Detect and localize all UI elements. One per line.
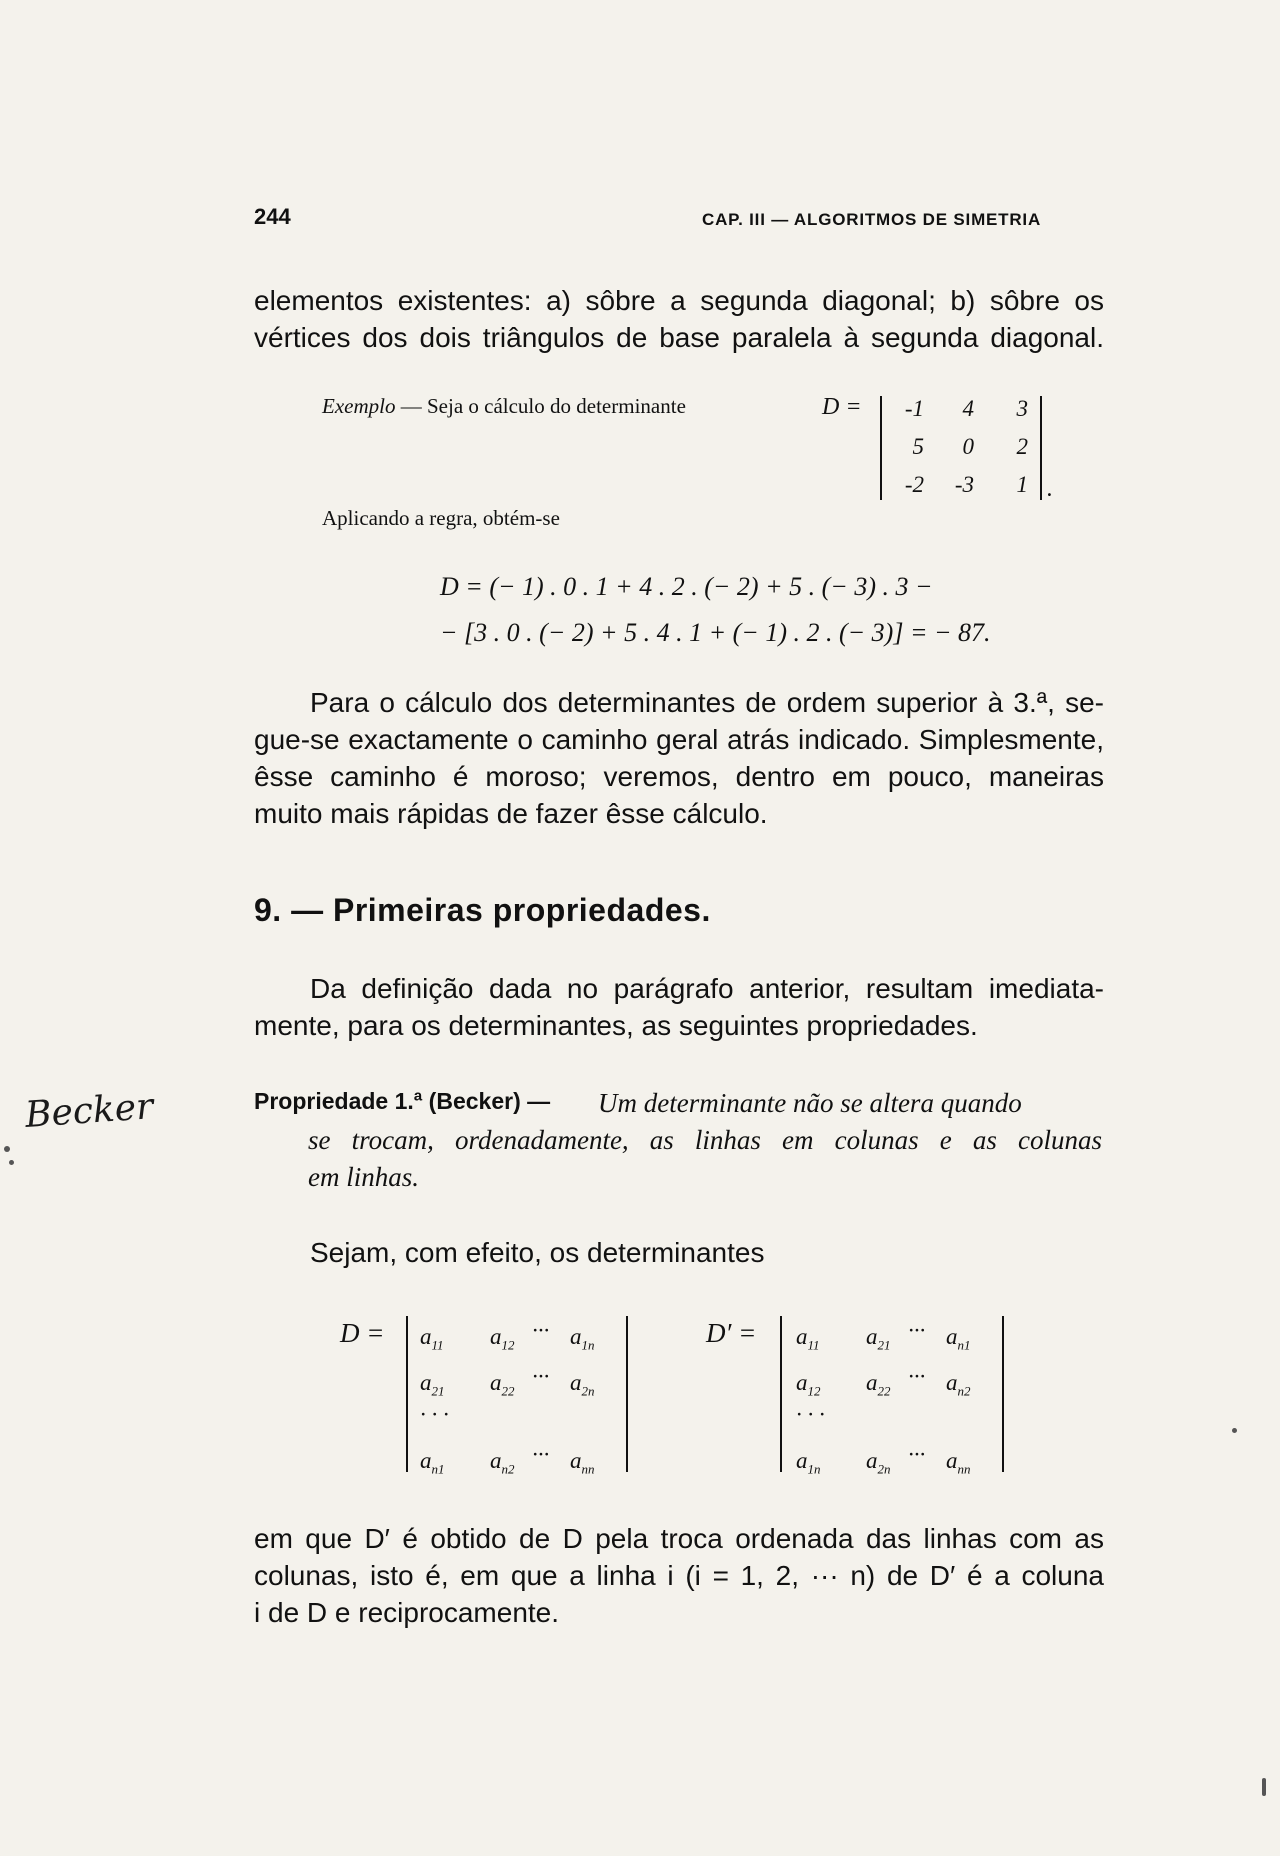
example-matrix-cell: -3 [954,472,974,497]
det-D-entry: $a_{21}$ [420,1370,445,1399]
higher-order-line-3: êsse caminho é moroso; veremos, dentro em pouco, maneiras [254,761,1104,792]
det-D-entry: $a_{nn}$ [570,1448,595,1477]
det-D-entry: $a_{n1}$ [420,1448,445,1477]
example-matrix-cell: 2 [1016,434,1028,459]
property-text-line-3: em linhas. [308,1162,419,1192]
example-matrix-cell: -1 [904,396,924,421]
higher-order-paragraph [254,684,1104,832]
det-Dprime-hdots: ··· [908,1318,926,1343]
higher-order-line-2: gue-se exactamente o caminho geral atrás indicado. Simplesmente, [254,724,1104,755]
example-label [322,394,686,419]
det-D-left-bar [406,1316,408,1472]
det-D-entry: $a_{1n}$ [570,1324,595,1353]
apply-rule-text: Aplicando a regra, obtém-se [322,506,560,530]
higher-order-line-4: muito mais rápidas de fazer êsse cálculo. [254,798,768,829]
det-Dprime-entry: $a_{21}$ [866,1324,891,1353]
det-Dprime-entry: $a_{1n}$ [796,1448,821,1477]
example-label-rest: — Seja o cálculo do determinante [395,394,686,418]
running-head: CAP. III — ALGORITMOS DE SIMETRIA [702,210,1042,229]
property-text-block [308,1125,1102,1156]
handwritten-margin-note [22,1085,182,1145]
det-D-label: D = [340,1318,385,1348]
example-matrix-cell: 5 [912,434,924,459]
det-D-entry: $a_{12}$ [490,1324,515,1353]
det-D-entry: $a_{11}$ [420,1324,444,1353]
handwritten-margin-note-text: Becker [23,1086,155,1136]
det-D-entry: $a_{n2}$ [490,1448,515,1477]
property-label: Propriedade 1.ª (Becker) — [254,1088,551,1114]
property-text-line-1: Um determinante não se altera quando [598,1088,1022,1118]
definition-line-2: mente, para os determinantes, as seguintes propriedades. [254,1010,978,1041]
det-Dprime-vdots: · · · [796,1402,825,1427]
det-Dprime-entry: $a_{nn}$ [946,1448,971,1477]
definition-line-1: Da definição dada no parágrafo anterior, resultam imediata- [310,973,1104,1004]
page-number: 244 [254,204,291,229]
section-heading: 9. — Primeiras propriedades. [254,892,711,928]
sejam-text: Sejam, com efeito, os determinantes [310,1237,765,1268]
det-Dprime-entry: $a_{22}$ [866,1370,891,1399]
det-Dprime-hdots: ··· [908,1364,926,1389]
det-Dprime-entry: $a_{12}$ [796,1370,821,1399]
example-det-end: . [1047,476,1053,502]
det-D-right-bar [626,1316,628,1472]
intro-line-1: elementos existentes: a) sôbre a segunda diagonal; b) sôbre os [254,285,1104,316]
scan-speck [4,1146,10,1152]
det-D-hdots: ··· [532,1364,550,1389]
example-matrix-cell: -2 [904,472,924,497]
conclusion-line-2: colunas, isto é, em que a linha i (i = 1, 2, ··· n) de D′ é a coluna [254,1560,1104,1591]
det-D-entry: $a_{22}$ [490,1370,515,1399]
computation-line-1: D = (− 1) . 0 . 1 + 4 . 2 . (− 2) + 5 . (− 3) . 3 − [440,572,933,601]
det-Dprime-entry: $a_{n1}$ [946,1324,971,1353]
higher-order-line-1: Para o cálculo dos determinantes de ordem superior à 3.ª, se- [310,687,1104,718]
scan-speck [1262,1778,1266,1796]
intro-paragraph [254,282,1104,356]
conclusion-line-3: i de D e reciprocamente. [254,1597,560,1628]
property-text-line-2: se trocam, ordenadamente, as linhas em colunas e as colunas [308,1125,1102,1155]
example-matrix-cell: 0 [962,434,974,459]
det-Dprime-label: D′ = [706,1318,757,1348]
det-D-entry: $a_{2n}$ [570,1370,595,1399]
computation-line-2: − [3 . 0 . (− 2) + 5 . 4 . 1 + (− 1) . 2 . (− 3)] = − 87. [440,618,991,647]
intro-line-2: vértices dos dois triângulos de base paralela à segunda diagonal. [254,322,1104,353]
scan-speck [9,1160,14,1165]
det-D-hdots: ··· [532,1318,550,1343]
det-Dprime-left-bar [780,1316,782,1472]
example-matrix-cell: 3 [1016,396,1028,421]
example-label-italic: Exemplo [322,394,396,418]
det-Dprime-hdots: ··· [908,1442,926,1467]
det-Dprime-entry: $a_{n2}$ [946,1370,971,1399]
example-det-label: D = [822,394,862,420]
example-det-left-bar [880,396,882,500]
definition-paragraph [254,970,1104,1044]
scan-speck [1232,1428,1237,1433]
det-Dprime-right-bar [1002,1316,1004,1472]
conclusion-line-1: em que D′ é obtido de D pela troca ordenada das linhas com as [254,1523,1104,1554]
example-matrix-cell: 4 [962,396,974,421]
det-D-vdots: · · · [420,1402,449,1427]
det-Dprime-entry: $a_{2n}$ [866,1448,891,1477]
example-det-right-bar [1040,396,1042,500]
example-matrix-cell: 1 [1016,472,1028,497]
det-Dprime-entry: $a_{11}$ [796,1324,820,1353]
conclusion-paragraph [254,1520,1104,1631]
det-D-hdots: ··· [532,1442,550,1467]
